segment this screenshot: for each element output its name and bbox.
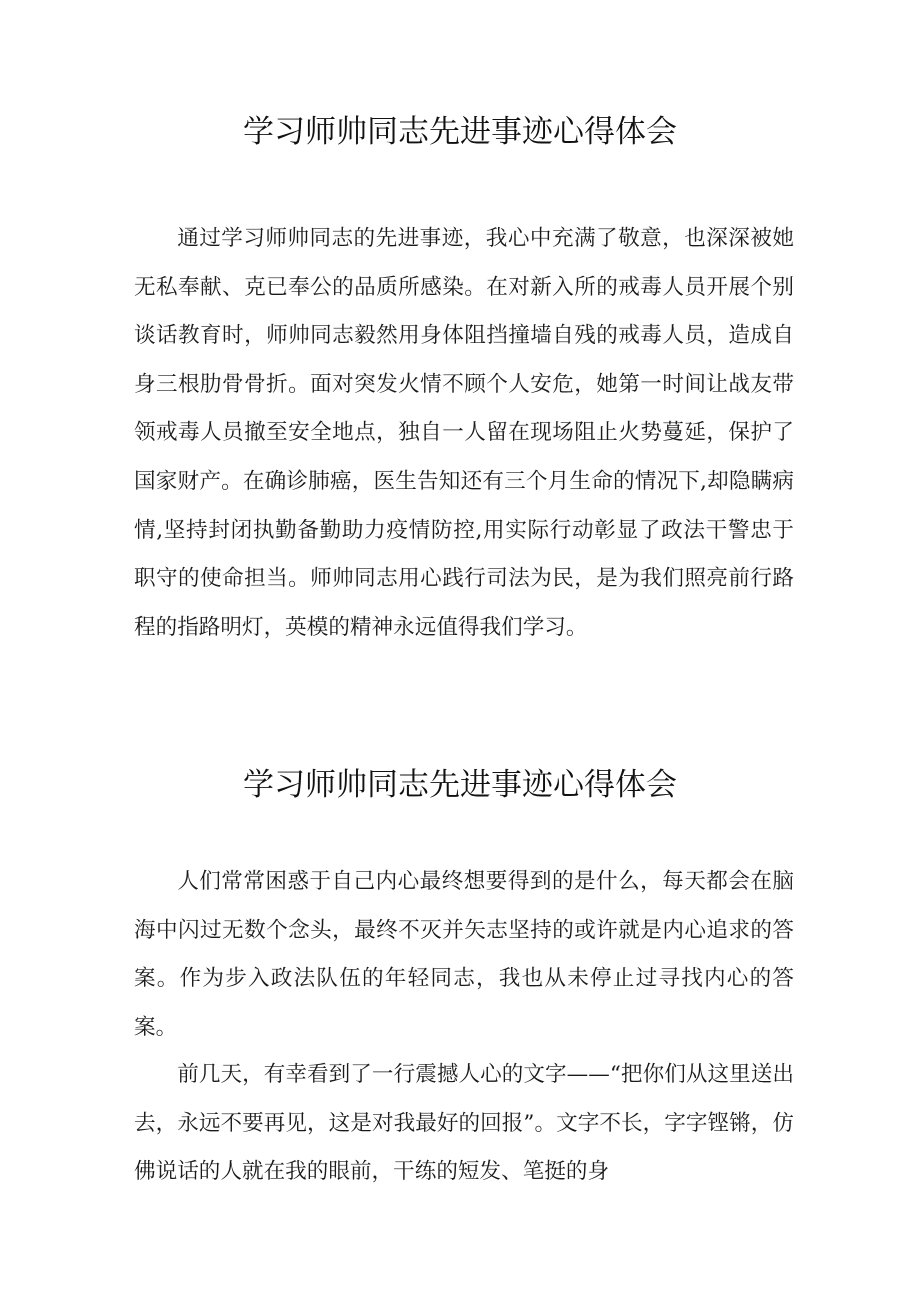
section-2-paragraph-1: 人们常常困惑于自己内心最终想要得到的是什么，每天都会在脑海中闪过无数个念头，最终不灭并矢志坚持的或许就是内心追求的答案。作为步入政法队伍的年轻同志，我也从未停止过寻找内心的答案。 <box>134 869 794 1040</box>
section-2-paragraph-2: 前几天，有幸看到了一行震撼人心的文字——“把你们从这里送出去，永远不要再见，这是对我最好的回报”。文字不长，字字铿锵，仿佛说话的人就在我的眼前，干练的短发、笔挺的身 <box>134 1062 794 1185</box>
section-1-paragraph-1: 通过学习师帅同志的先进事迹，我心中充满了敬意，也深深被她无私奉献、克已奉公的品质所感染。在对新入所的戒毒人员开展个别谈话教育时，师帅同志毅然用身体阻挡撞墙自残的戒毒人员，造成自身三根肋骨骨折。面对突发火情不顾个人安危，她第一时间让战友带领戒毒人员撤至安全地点，独自一人留在现场阻止火势蔓延，保护了国家财产。在确诊肺癌，医生告知还有三个月生命的情况下,却隐瞒病情,坚持封闭执勤备勤助力疫情防控,用实际行动彰显了政法干警忠于职守的使命担当。师帅同志用心践行司法为民，是为我们照亮前行路程的指路明灯，英模的精神永远值得我们学习。 <box>134 226 794 640</box>
section-title-2: 学习师帅同志先进事迹心得体会 <box>243 767 677 803</box>
section-title-1: 学习师帅同志先进事迹心得体会 <box>243 114 677 150</box>
